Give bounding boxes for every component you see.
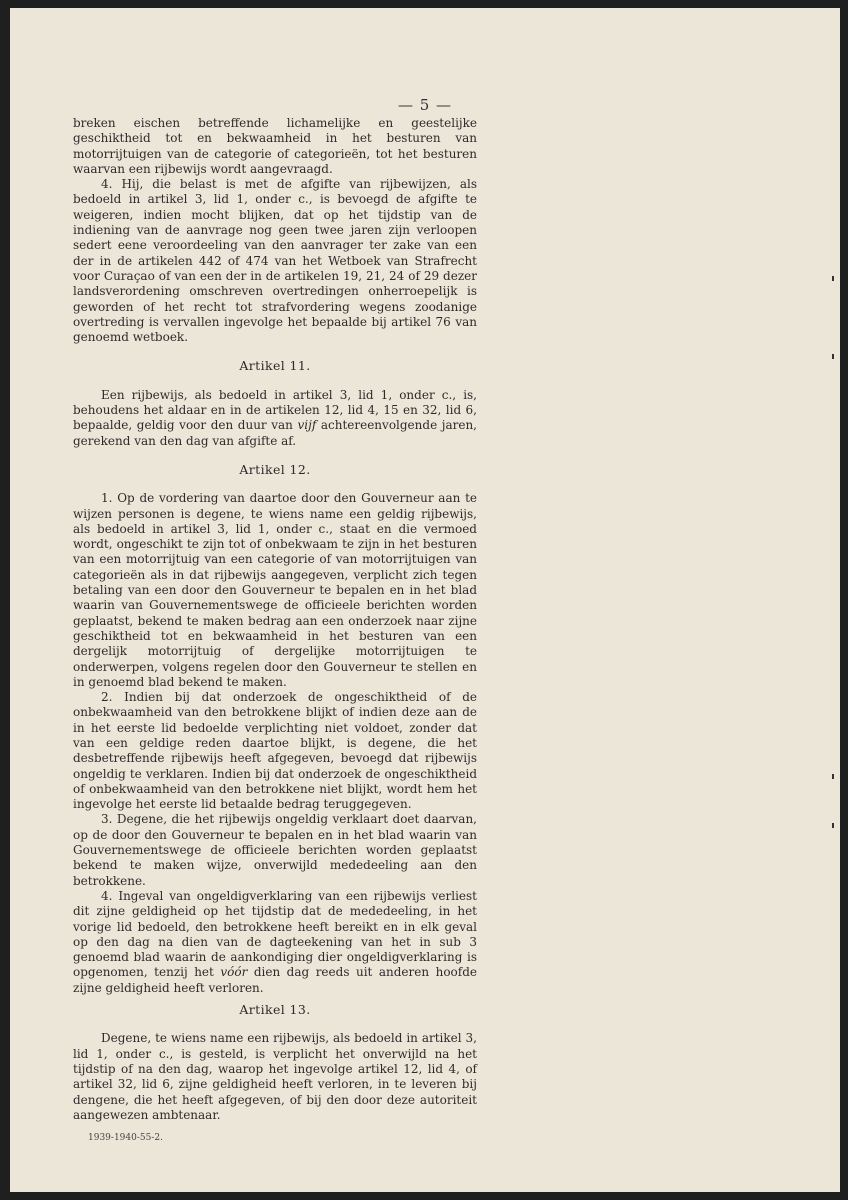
article-12-lid-3: 3. Degene, die het rijbewijs ongeldig verklaart doet daarvan, op de door den Gouverneur te bepalen en in het blad waarin van Gouvernementswege de officieele berichten worden geplaatst bekend te maken wijze, onverwijld mededeeling aan den betrokkene. — [73, 812, 477, 888]
article-11-heading: Artikel 11. — [239, 358, 311, 374]
article-12-heading: Artikel 12. — [239, 461, 311, 477]
continuation-paragraph: breken eischen betreffende lichamelijke en geestelijke geschiktheid tot en bekwaamheid in het besturen van motorrijtuigen van de categorie of categorieën, tot het besturen waarvan een rijbewijs wordt aangevraagd. — [73, 116, 477, 176]
article-12-lid-4: 4. Ingeval van ongeldigverklaring van een rijbewijs verliest dit zijne geldigheid op het tijdstip dat de mededeeling, in het vorige lid bedoeld, den betrokkene heeft bereikt en in elk geval op den dag na dien van de dagteekening van het in sub 3 genoemd blad waarin de aankondiging dier ongeldigverklaring is opgenomen, tenzij het vóór dien dag reeds uit anderen hoofde zijne geldigheid heeft verloren. — [73, 888, 477, 995]
emphasis-voor: vóór — [220, 965, 248, 980]
article-13-heading: Artikel 13. — [239, 1002, 311, 1018]
emphasis-vijf: vijf — [297, 418, 317, 433]
margin-mark — [832, 354, 834, 359]
paragraph-lid-4: 4. Hij, die belast is met de afgifte van rijbewijzen, als bedoeld in artikel 3, lid 1, onder c., is bevoegd de afgifte te weigeren, indien mocht blijken, dat op het tijdstip van de indiening van de aanvrage nog geen twee jaren zijn verloopen sedert eene veroordeeling van den aanvrager ter zake van een der in de artikelen 442 of 474 van het Wetboek van Strafrecht voor Curaçao of van een der in de artikelen 19, 21, 24 of 29 dezer landsverordening omschreven overtredingen onherroepelijk is geworden of het recht tot strafvordering wegens zoodanige overtreding is vervallen ingevolge het bepaalde bij artikel 76 van genoemd wetboek. — [73, 177, 477, 345]
article-12-lid-1: 1. Op de vordering van daartoe door den Gouverneur aan te wijzen personen is degene, te wiens name een geldig rijbewijs, als bedoeld in artikel 3, lid 1, onder c., staat en die vermoed wordt, ongeschikt te zijn tot of onbekwaam te zijn in het besturen van een motorrijtuig van een categorie of van motorrijtuigen van categorieën als in dat rijbewijs aangegeven, verplicht zich tegen betaling van een door den Gouverneur te bepalen en in het blad waarin van Gouvernementswege de officieele berichten worden geplaatst, bekend te maken bedrag aan een onderzoek naar zijne geschiktheid tot en bekwaamheid in het besturen van een dergelijk motorrijtuig of dergelijke motorrijtuigen te onderwerpen, volgens regelen door den Gouverneur te stellen en in genoemd blad bekend te maken. — [73, 491, 477, 689]
article-11-text: Een rijbewijs, als bedoeld in artikel 3, lid 1, onder c., is, behoudens het aldaar en in de artikelen 12, lid 4, 15 en 32, lid 6, bepaalde, geldig voor den duur van vijf achtereenvolgende jaren, gerekend van den dag van afgifte af. — [73, 387, 477, 448]
article-13-text: Degene, te wiens name een rijbewijs, als bedoeld in artikel 3, lid 1, onder c., is gesteld, is verplicht het onverwijld na het tijdstip of na den dag, waarop het ingevolge artikel 12, lid 4, of artikel 32, lid 6, zijne geldigheid heeft verloren, in te leveren bij dengene, die het heeft afgegeven, of bij den door deze autoriteit aangewezen ambtenaar. — [73, 1031, 477, 1122]
document-page — [10, 8, 840, 1192]
margin-mark — [832, 276, 834, 281]
article-12-lid-2: 2. Indien bij dat onderzoek de ongeschiktheid of de onbekwaamheid van den betrokkene blijkt of indien deze aan de in het eerste lid bedoelde verplichting niet voldoet, zonder dat van een geldige reden daartoe blijkt, is degene, die het desbetreffende rijbewijs heeft afgegeven, bevoegd dat rijbewijs ongeldig te verklaren. Indien bij dat onderzoek de ongeschiktheid of onbekwaamheid van den betrokkene niet blijkt, wordt hem het ingevolge het eerste lid betaalde bedrag teruggegeven. — [73, 690, 477, 812]
footer-code: 1939-1940-55-2. — [88, 1133, 163, 1143]
body-text — [73, 116, 477, 1123]
page-number: — 5 — — [397, 96, 453, 114]
margin-mark — [832, 823, 834, 828]
margin-mark — [832, 774, 834, 779]
